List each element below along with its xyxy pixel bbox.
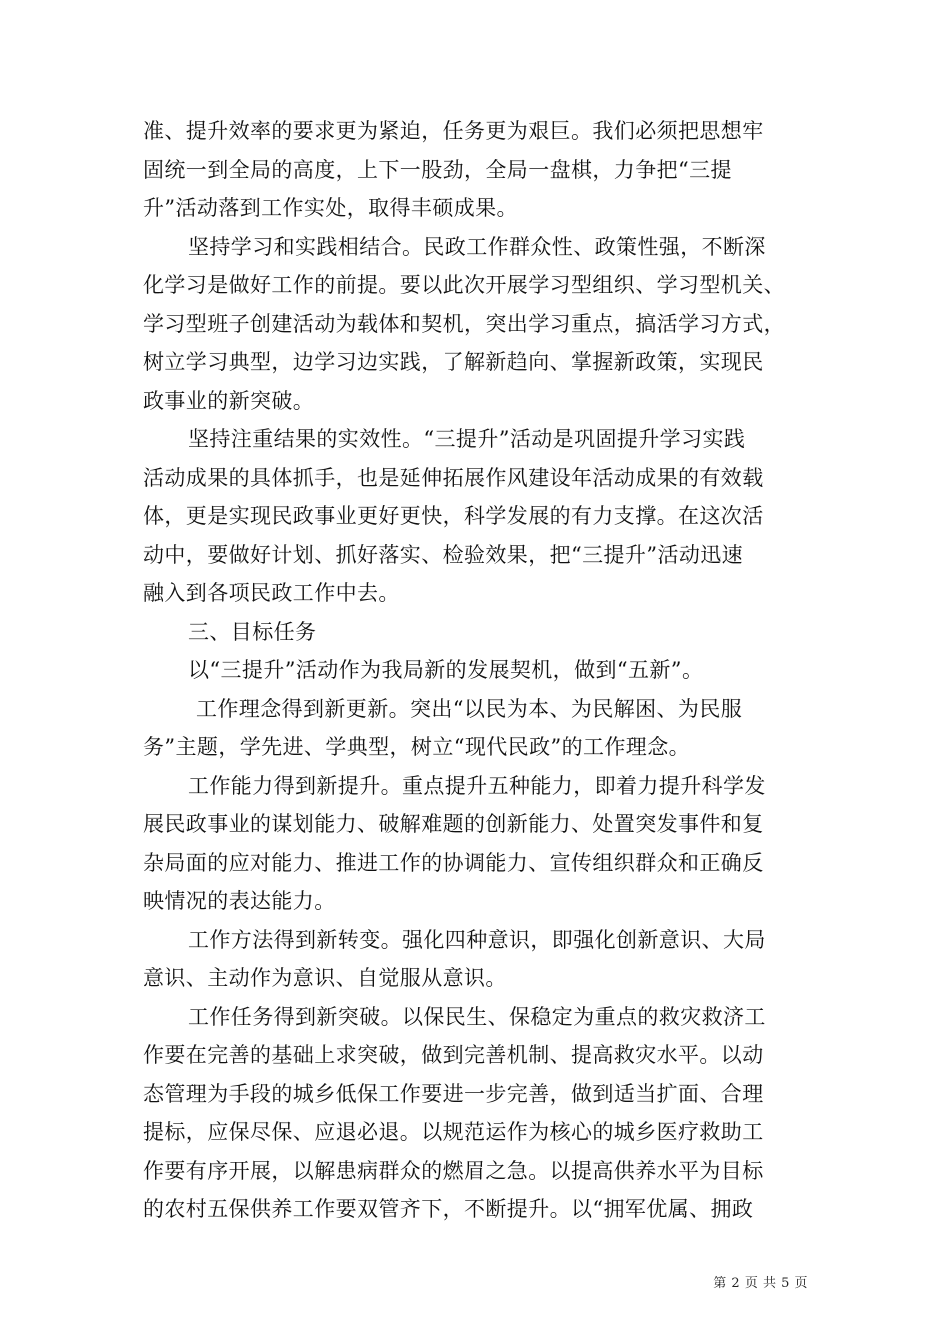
text-line: 映情况的表达能力。 (143, 889, 336, 913)
text-line: 意识、主动作为意识、自觉服从意识。 (143, 966, 507, 990)
text-line: 展民政事业的谋划能力、破解难题的创新能力、处置突发事件和复 (143, 812, 764, 836)
text-line: 学习型班子创建活动为载体和契机，突出学习重点，搞活学习方式， (143, 311, 785, 336)
text-line: 固统一到全局的高度，上下一股劲，全局一盘棋，力争把“三提 (143, 157, 732, 182)
paragraph-start-line: 工作能力得到新提升。重点提升五种能力，即着力提升科学发 (188, 773, 766, 798)
text-line: 活动成果的具体抓手，也是延伸拓展作风建设年活动成果的有效载 (143, 465, 764, 490)
paragraph-start-line: 坚持注重结果的实效性。“三提升”活动是巩固提升学习实践 (188, 427, 746, 451)
paragraph-start-line: 以“三提升”活动作为我局新的发展契机，做到“五新”。 (188, 658, 704, 682)
text-line: 作要在完善的基础上求突破，做到完善机制、提高救灾水平。以动 (143, 1043, 764, 1067)
text-line: 政事业的新突破。 (143, 388, 315, 413)
text-line: 准、提升效率的要求更为紧迫，任务更为艰巨。我们必须把思想牢 (143, 119, 764, 143)
page-number-footer: 第 2 页 共 5 页 (713, 1276, 808, 1291)
document-body (143, 112, 815, 1229)
text-line: 树立学习典型，边学习边实践，了解新趋向、掌握新政策，实现民 (143, 350, 764, 374)
paragraph-start-line: 坚持学习和实践相结合。民政工作群众性、政策性强，不断深 (188, 234, 766, 259)
paragraph-start-line: 工作方法得到新转变。强化四种意识，即强化创新意识、大局 (188, 927, 766, 952)
text-line: 化学习是做好工作的前提。要以此次开展学习型组织、学习型机关、 (143, 273, 785, 297)
text-line: 杂局面的应对能力、推进工作的协调能力、宣传组织群众和正确反 (143, 850, 764, 875)
text-line: 融入到各项民政工作中去。 (143, 581, 400, 605)
text-line: 升”活动落到工作实处，取得丰硕成果。 (143, 196, 518, 220)
text-line: 务”主题，学先进、学典型，树立“现代民政”的工作理念。 (143, 735, 691, 759)
text-line: 体，更是实现民政事业更好更快，科学发展的有力支撑。在这次活 (143, 504, 764, 528)
section-heading: 三、目标任务 (188, 619, 317, 644)
text-line: 动中，要做好计划、抓好落实、检验效果，把“三提升”活动迅速 (143, 542, 744, 567)
text-line: 态管理为手段的城乡低保工作要进一步完善，做到适当扩面、合理 (143, 1081, 764, 1106)
paragraph-start-line: 工作理念得到新更新。突出“以民为本、为民解困、为民服 (196, 696, 743, 721)
text-line: 提标，应保尽保、应退必退。以规范运作为核心的城乡医疗救助工 (143, 1120, 764, 1144)
paragraph-start-line: 工作任务得到新突破。以保民生、保稳定为重点的救灾救济工 (188, 1004, 766, 1029)
text-line: 的农村五保供养工作要双管齐下，不断提升。以“拥军优属、拥政 (143, 1197, 754, 1221)
text-line: 作要有序开展，以解患病群众的燃眉之急。以提高供养水平为目标 (143, 1158, 764, 1183)
